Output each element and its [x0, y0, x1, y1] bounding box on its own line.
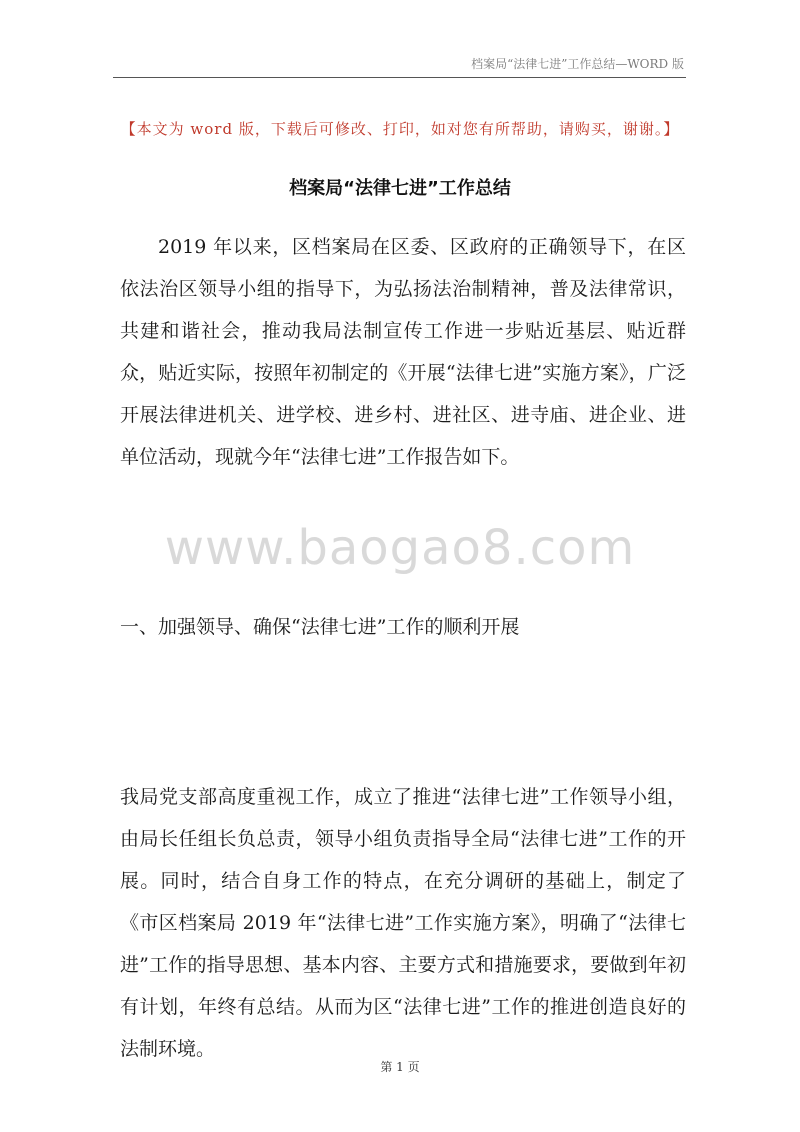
running-header: 档案局“法律七进”工作总结—WORD 版 — [471, 57, 684, 71]
header-divider — [113, 77, 686, 78]
document-title: 档案局“法律七进”工作总结 — [289, 178, 511, 199]
section-heading: 一、加强领导、确保“法律七进”工作的顺利开展 — [120, 616, 520, 638]
intro-paragraph: 2019 年以来，区档案局在区委、区政府的正确领导下，在区依法治区领导小组的指导下，为弘扬法治制精神，普及法律常识，共建和谐社会，推动我局法制宣传工作进一步贴近基层、贴近群众，贴近实际，按照年初制定的《开展“法律七进”实施方案》，广泛开展法律进机关、进学校、进乡村、进社区、进寺庙、进企业、进单位活动，现就今年“法律七进”工作报告如下。 — [120, 236, 686, 468]
section-paragraph: 我局党支部高度重视工作，成立了推进“法律七进”工作领导小组，由局长任组长负总责，领导小组负责指导全局“法律七进”工作的开展。同时，结合自身工作的特点，在充分调研的基础上，制定了《市区档案局 2019 年“法律七进”工作实施方案》，明确了“法律七进”工作的指导思想、基本内容、主要方式和措施要求，要做到年初有计划，年终有总结。从而为区“法律七进”工作的推进创造良好的法制环境。 — [120, 786, 686, 1060]
watermark: www.baogao8.com — [164, 520, 636, 576]
download-notice: 【本文为 word 版，下载后可修改、打印，如对您有所帮助，请购买，谢谢。】 — [120, 120, 680, 138]
page-number: 第 1 页 — [380, 1060, 420, 1074]
